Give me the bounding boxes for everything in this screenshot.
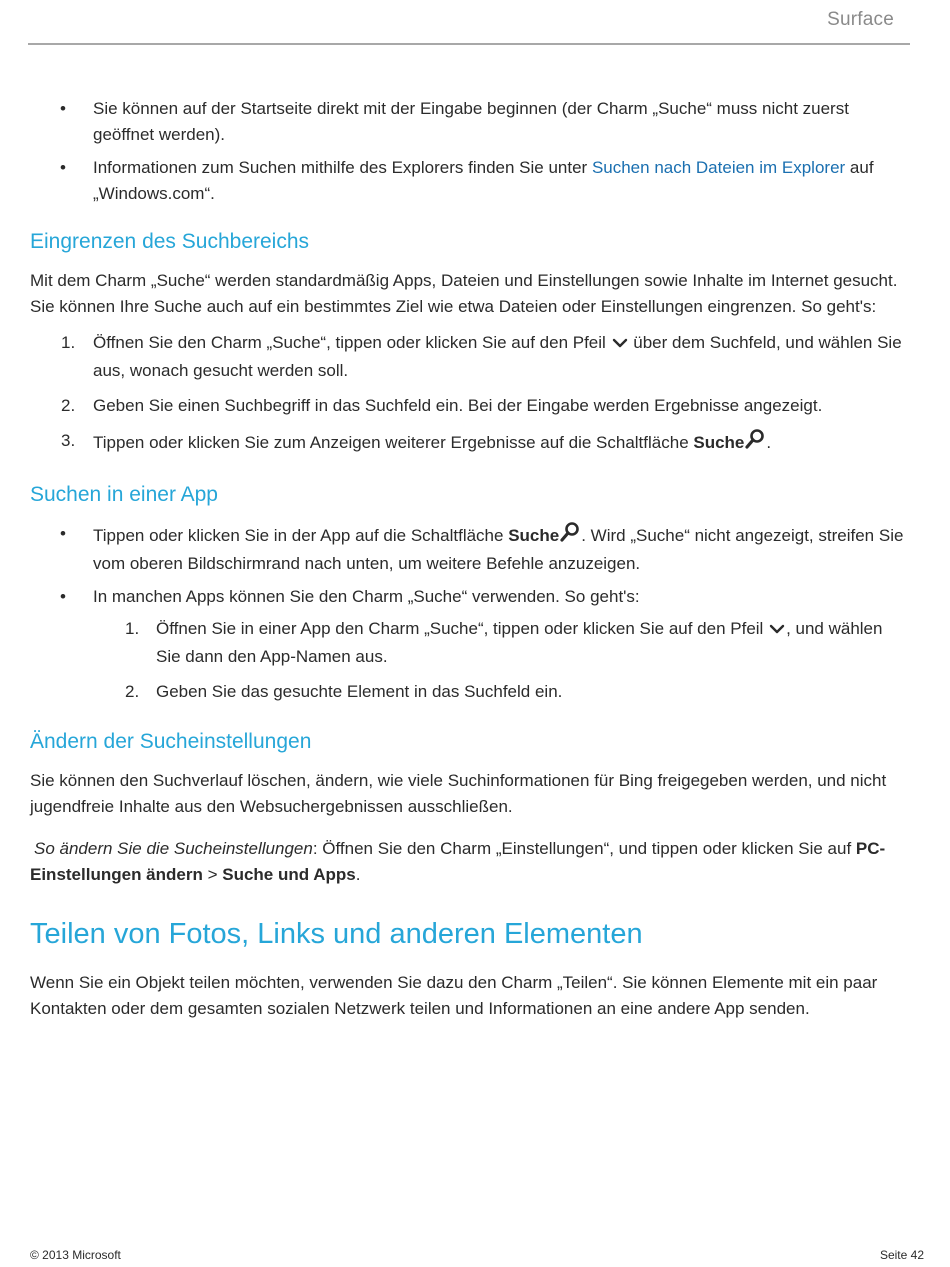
list-item xyxy=(30,521,910,577)
chevron-down-icon xyxy=(611,332,629,358)
magnifier-icon xyxy=(744,428,766,458)
section-heading-narrow-search: Eingrenzen des Suchbereichs xyxy=(30,230,310,253)
howto-lead: So ändern Sie die Sucheinstellungen xyxy=(34,839,313,858)
bullet-text: Informationen zum Suchen mithilfe des Explorers finden Sie unter xyxy=(93,158,592,177)
section-heading-search-in-app: Suchen in einer App xyxy=(30,483,218,506)
app-search-sub-steps xyxy=(93,616,910,705)
narrow-search-steps xyxy=(30,330,910,458)
magnifier-icon xyxy=(559,521,581,551)
step-number: 3. xyxy=(61,431,76,450)
step-text: Öffnen Sie den Charm „Suche“, tippen oder klicken Sie auf den Pfeil xyxy=(93,333,611,352)
chevron-down-icon xyxy=(768,618,786,644)
search-in-app-bullets xyxy=(30,521,910,705)
step-text: Öffnen Sie in einer App den Charm „Suche“, tippen oder klicken Sie auf den Pfeil xyxy=(156,619,769,638)
list-item xyxy=(30,155,910,207)
list-item xyxy=(93,679,910,705)
search-button-label: Suche xyxy=(508,526,560,545)
step-text-end: , und wählen Sie dann den App-Namen aus. xyxy=(156,619,883,666)
list-item xyxy=(30,584,910,705)
section-intro: Sie können den Suchverlauf löschen, ändern, wie viele Suchinformationen für Bing freigegeben werden, und nicht jugendfreie Inhalte aus den Websuchergebnissen ausschließen. xyxy=(30,771,887,816)
step-number: 1. xyxy=(125,619,140,638)
pc-settings-label: PC-Einstellungen ändern xyxy=(30,839,886,884)
footer-copyright: © 2013 Microsoft xyxy=(30,1248,121,1262)
page-number: Seite 42 xyxy=(879,1248,924,1262)
bullet-text: In manchen Apps können Sie den Charm „Suche“ verwenden. So geht's: xyxy=(93,587,640,606)
bullet-text-end: auf „Windows.com“. xyxy=(93,158,874,203)
search-apps-label: Suche und Apps xyxy=(222,865,356,884)
header-brand: Surface xyxy=(827,9,894,30)
header-divider xyxy=(28,43,910,45)
step-text: Geben Sie einen Suchbegriff in das Suchfeld ein. Bei der Eingabe werden Ergebnisse angezeigt. xyxy=(93,396,823,415)
list-item xyxy=(30,330,910,384)
list-item xyxy=(93,616,910,670)
search-button-label: Suche xyxy=(693,433,745,452)
list-item xyxy=(30,428,910,458)
step-text-end: . xyxy=(766,433,772,452)
bullet-text: Sie können auf der Startseite direkt mit der Eingabe beginnen (der Charm „Suche“ muss nicht zuerst geöffnet werden). xyxy=(93,99,849,144)
settings-howto xyxy=(30,836,910,888)
bullet-text: Tippen oder klicken Sie in der App auf die Schaltfläche xyxy=(93,526,509,545)
list-item xyxy=(30,393,910,419)
step-text: Geben Sie das gesuchte Element in das Suchfeld ein. xyxy=(156,682,563,701)
document-body xyxy=(30,96,910,1032)
explorer-search-link[interactable]: Suchen nach Dateien im Explorer xyxy=(591,158,846,177)
section-heading-search-settings: Ändern der Sucheinstellungen xyxy=(30,730,312,753)
step-number: 2. xyxy=(125,682,140,701)
step-number: 2. xyxy=(61,396,76,415)
bullet-text-end: . Wird „Suche“ nicht angezeigt, streifen Sie vom oberen Bildschirmrand nach unten, um weitere Befehle anzuzeigen. xyxy=(93,526,904,573)
list-item xyxy=(30,96,910,148)
howto-text: : Öffnen Sie den Charm „Einstellungen“, und tippen oder klicken Sie auf xyxy=(312,839,856,858)
section-intro: Wenn Sie ein Objekt teilen möchten, verwenden Sie dazu den Charm „Teilen“. Sie können Elemente mit ein paar Kontakten oder dem gesamten sozialen Netzwerk teilen und Informationen an eine andere App senden. xyxy=(30,973,878,1018)
step-text: Tippen oder klicken Sie zum Anzeigen weiterer Ergebnisse auf die Schaltfläche xyxy=(93,433,694,452)
intro-bullet-list xyxy=(30,96,910,207)
section-heading-sharing: Teilen von Fotos, Links und anderen Elementen xyxy=(30,918,643,950)
section-intro: Mit dem Charm „Suche“ werden standardmäßig Apps, Dateien und Einstellungen sowie Inhalte im Internet gesucht. Sie können Ihre Suche auch auf ein bestimmtes Ziel wie etwa Dateien oder Einstellungen eingrenzen. So geht's: xyxy=(30,271,898,316)
path-end: . xyxy=(355,865,361,884)
step-number: 1. xyxy=(61,333,76,352)
path-separator: > xyxy=(202,865,223,884)
step-text-end: über dem Suchfeld, und wählen Sie aus, wonach gesucht werden soll. xyxy=(93,333,902,380)
